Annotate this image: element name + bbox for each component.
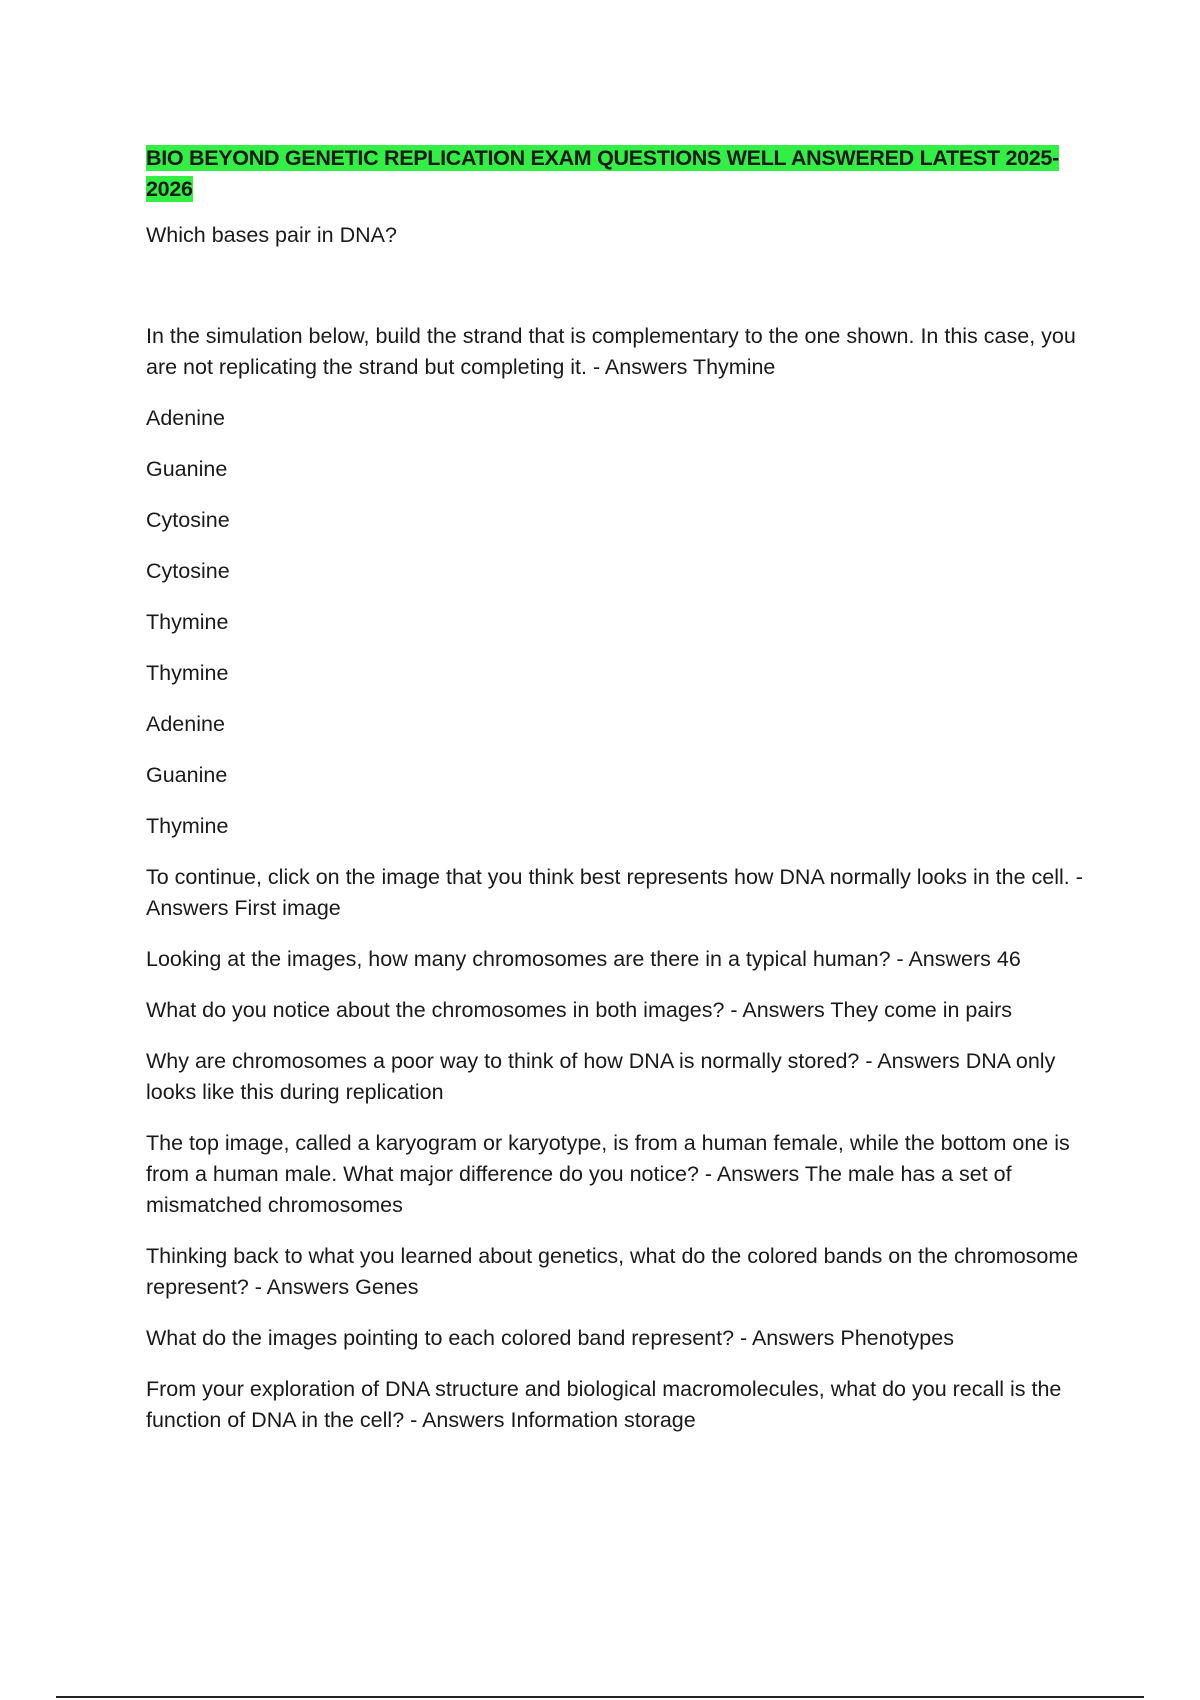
answer-base: Thymine [146,661,229,685]
answer-base: Thymine [146,610,229,634]
answer-base: Guanine [146,457,228,481]
question-paragraph: From your exploration of DNA structure and biological macromolecules, what do you recall is the function of DNA in the cell? - Answers Information storage [146,1377,1062,1432]
document-body [146,143,1086,1456]
question-paragraph: Looking at the images, how many chromosomes are there in a typical human? - Answers 46 [146,947,1021,971]
answer-base: Cytosine [146,559,230,583]
question-paragraph: What do the images pointing to each colored band represent? - Answers Phenotypes [146,1326,954,1350]
question-paragraph: To continue, click on the image that you think best represents how DNA normally looks in the cell. - Answers First image [146,865,1083,920]
question-paragraph: Thinking back to what you learned about genetics, what do the colored bands on the chromosome represent? - Answers Genes [146,1244,1079,1299]
question-paragraph: The top image, called a karyogram or karyotype, is from a human female, while the bottom one is from a human male. What major difference do you notice? - Answers The male has a set of mismatched chromosomes [146,1131,1070,1217]
question-paragraph: Which bases pair in DNA? [146,223,397,247]
answer-base: Guanine [146,763,228,787]
answer-base: Thymine [146,814,229,838]
footer-divider [56,1696,1144,1698]
document-title-text: BIO BEYOND GENETIC REPLICATION EXAM QUESTIONS WELL ANSWERED LATEST 2025-2026 [146,146,1059,201]
answer-base: Adenine [146,712,225,736]
question-paragraph: What do you notice about the chromosomes in both images? - Answers They come in pairs [146,998,1013,1022]
answer-base: Cytosine [146,508,230,532]
answer-base: Adenine [146,406,225,430]
question-paragraph: In the simulation below, build the strand that is complementary to the one shown. In this case, you are not replicating the strand but completing it. - Answers Thymine [146,324,1076,379]
document-title [146,143,1086,205]
question-paragraph: Why are chromosomes a poor way to think of how DNA is normally stored? - Answers DNA only looks like this during replication [146,1049,1056,1104]
